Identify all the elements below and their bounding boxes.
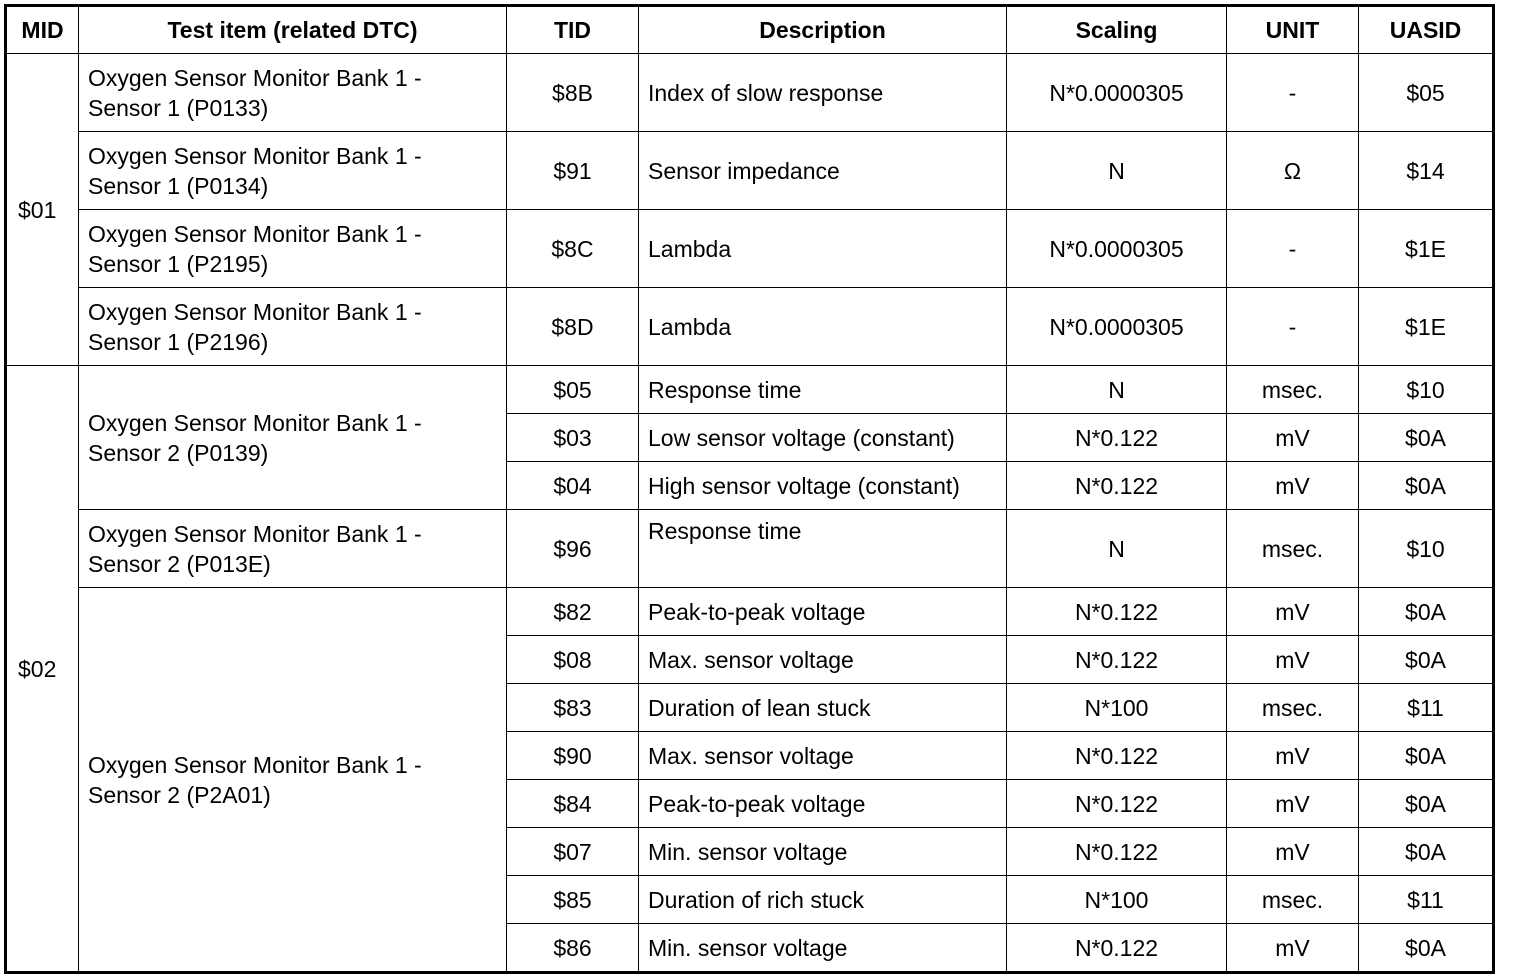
unit-cell: msec.: [1227, 510, 1359, 588]
tid-cell: $03: [507, 414, 639, 462]
unit-cell: mV: [1227, 462, 1359, 510]
tid-cell: $96: [507, 510, 639, 588]
description-cell: Max. sensor voltage: [639, 636, 1007, 684]
unit-cell: mV: [1227, 636, 1359, 684]
description-cell: Peak-to-peak voltage: [639, 588, 1007, 636]
test-item-line: Oxygen Sensor Monitor Bank 1 -: [88, 298, 422, 325]
test-item-line: Oxygen Sensor Monitor Bank 1 -: [88, 751, 422, 778]
table-row: [7, 132, 1493, 210]
header-mid: MID: [7, 7, 79, 54]
scaling-cell: N*0.0000305: [1007, 210, 1227, 288]
description-cell: Min. sensor voltage: [639, 924, 1007, 972]
test-item-line: Sensor 1 (P2195): [88, 250, 269, 277]
header-description: Description: [639, 7, 1007, 54]
scaling-cell: N*0.122: [1007, 924, 1227, 972]
unit-cell: mV: [1227, 414, 1359, 462]
tid-cell: $07: [507, 828, 639, 876]
table-row: [7, 288, 1493, 366]
description-cell: Index of slow response: [639, 54, 1007, 132]
unit-cell: -: [1227, 288, 1359, 366]
tid-cell: $8B: [507, 54, 639, 132]
scaling-cell: N*100: [1007, 876, 1227, 924]
tid-cell: $05: [507, 366, 639, 414]
description-cell: Response time: [639, 366, 1007, 414]
tid-cell: $8D: [507, 288, 639, 366]
test-item-cell: [79, 588, 507, 972]
uasid-cell: $11: [1359, 876, 1493, 924]
tid-cell: $91: [507, 132, 639, 210]
uasid-cell: $0A: [1359, 780, 1493, 828]
scaling-cell: N*0.122: [1007, 828, 1227, 876]
test-item-line: Sensor 1 (P0134): [88, 172, 269, 199]
unit-cell: -: [1227, 54, 1359, 132]
mid-cell: $01: [7, 54, 79, 366]
tid-cell: $04: [507, 462, 639, 510]
scaling-cell: N: [1007, 366, 1227, 414]
uasid-cell: $1E: [1359, 288, 1493, 366]
scaling-cell: N*0.122: [1007, 780, 1227, 828]
tid-cell: $8C: [507, 210, 639, 288]
description-cell: Low sensor voltage (constant): [639, 414, 1007, 462]
description-cell: Duration of rich stuck: [639, 876, 1007, 924]
description-cell: Lambda: [639, 210, 1007, 288]
uasid-cell: $10: [1359, 366, 1493, 414]
scaling-cell: N*100: [1007, 684, 1227, 732]
table-row: [7, 510, 1493, 588]
test-item-line: Oxygen Sensor Monitor Bank 1 -: [88, 409, 422, 436]
uasid-cell: $0A: [1359, 732, 1493, 780]
uasid-cell: $05: [1359, 54, 1493, 132]
uasid-cell: $0A: [1359, 588, 1493, 636]
test-item-cell: [79, 366, 507, 510]
unit-cell: mV: [1227, 732, 1359, 780]
unit-cell: mV: [1227, 780, 1359, 828]
test-item-line: Sensor 2 (P0139): [88, 439, 269, 466]
test-item-cell: [79, 288, 507, 366]
scaling-cell: N*0.122: [1007, 636, 1227, 684]
test-item-line: Oxygen Sensor Monitor Bank 1 -: [88, 142, 422, 169]
unit-cell: Ω: [1227, 132, 1359, 210]
table-row: [7, 210, 1493, 288]
header-test-item: Test item (related DTC): [79, 7, 507, 54]
test-item-cell: [79, 54, 507, 132]
tid-cell: $83: [507, 684, 639, 732]
tid-cell: $82: [507, 588, 639, 636]
uasid-cell: $0A: [1359, 636, 1493, 684]
test-item-line: Oxygen Sensor Monitor Bank 1 -: [88, 64, 422, 91]
test-item-line: Sensor 1 (P2196): [88, 328, 269, 355]
header-uasid: UASID: [1359, 7, 1493, 54]
description-cell: Max. sensor voltage: [639, 732, 1007, 780]
unit-cell: mV: [1227, 828, 1359, 876]
test-item-line: Sensor 1 (P0133): [88, 94, 269, 121]
uasid-cell: $0A: [1359, 462, 1493, 510]
test-item-line: Sensor 2 (P2A01): [88, 781, 271, 808]
scaling-cell: N: [1007, 510, 1227, 588]
header-scaling: Scaling: [1007, 7, 1227, 54]
uasid-cell: $0A: [1359, 828, 1493, 876]
header-tid: TID: [507, 7, 639, 54]
unit-cell: -: [1227, 210, 1359, 288]
table-row: [7, 588, 1493, 636]
header-unit: UNIT: [1227, 7, 1359, 54]
tid-cell: $90: [507, 732, 639, 780]
test-item-cell: [79, 510, 507, 588]
test-item-line: Sensor 2 (P013E): [88, 550, 271, 577]
test-item-line: Oxygen Sensor Monitor Bank 1 -: [88, 520, 422, 547]
tid-cell: $08: [507, 636, 639, 684]
unit-cell: msec.: [1227, 684, 1359, 732]
header-row: [7, 7, 1493, 54]
obd-test-table: [6, 6, 1493, 972]
description-cell: Sensor impedance: [639, 132, 1007, 210]
scaling-cell: N*0.0000305: [1007, 288, 1227, 366]
scaling-cell: N: [1007, 132, 1227, 210]
description-cell: High sensor voltage (constant): [639, 462, 1007, 510]
unit-cell: mV: [1227, 588, 1359, 636]
scaling-cell: N*0.122: [1007, 462, 1227, 510]
unit-cell: mV: [1227, 924, 1359, 972]
uasid-cell: $0A: [1359, 924, 1493, 972]
uasid-cell: $1E: [1359, 210, 1493, 288]
scaling-cell: N*0.122: [1007, 732, 1227, 780]
test-item-cell: [79, 132, 507, 210]
tid-cell: $85: [507, 876, 639, 924]
tid-cell: $84: [507, 780, 639, 828]
test-item-line: Oxygen Sensor Monitor Bank 1 -: [88, 220, 422, 247]
description-cell: Peak-to-peak voltage: [639, 780, 1007, 828]
scaling-cell: N*0.122: [1007, 414, 1227, 462]
tid-cell: $86: [507, 924, 639, 972]
mid-cell: $02: [7, 366, 79, 972]
uasid-cell: $10: [1359, 510, 1493, 588]
description-cell: Min. sensor voltage: [639, 828, 1007, 876]
scaling-cell: N*0.0000305: [1007, 54, 1227, 132]
unit-cell: msec.: [1227, 366, 1359, 414]
test-item-cell: [79, 210, 507, 288]
uasid-cell: $0A: [1359, 414, 1493, 462]
uasid-cell: $14: [1359, 132, 1493, 210]
table-row: [7, 366, 1493, 414]
description-cell: Lambda: [639, 288, 1007, 366]
uasid-cell: $11: [1359, 684, 1493, 732]
unit-cell: msec.: [1227, 876, 1359, 924]
table-row: [7, 54, 1493, 132]
description-cell: Response time: [639, 510, 1007, 588]
scaling-cell: N*0.122: [1007, 588, 1227, 636]
description-cell: Duration of lean stuck: [639, 684, 1007, 732]
